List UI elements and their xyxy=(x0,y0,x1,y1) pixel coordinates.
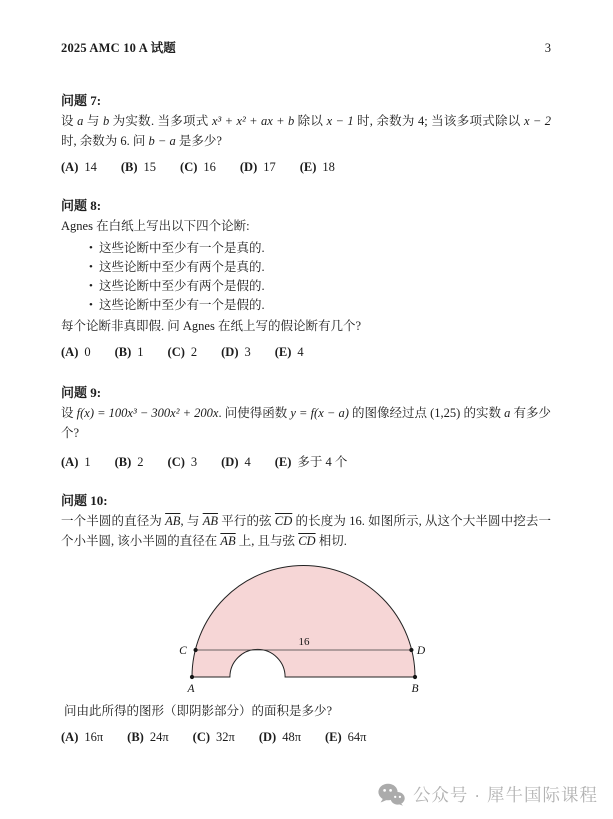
problem-10-choices xyxy=(61,730,551,745)
page-header xyxy=(61,38,551,56)
problem-8-intro: Agnes 在白纸上写出以下四个论断: xyxy=(61,219,250,233)
choice: (A) 0 xyxy=(61,345,91,359)
choice: (C) 3 xyxy=(167,455,198,469)
problem-9-body: 设 f(x) = 100x³ − 300x² + 200x. 问使得函数 y = f(x − a) 的图像经过点 (1,25) 的实数 a 有多少个? xyxy=(61,406,551,440)
watermark-text: 公众号 · 犀牛国际课程 xyxy=(412,785,598,805)
choice: (E) 4 xyxy=(274,345,304,359)
problem-7 xyxy=(61,92,551,175)
problem-8-choices xyxy=(61,345,551,360)
problem-10 xyxy=(61,492,551,745)
problem-7-body: 设 a 与 b 为实数. 当多项式 x³ + x² + ax + b 除以 x − 1 时, 余数为 4; 当该多项式除以 x − 2 时, 余数为 6. 问 b − a 是多少? xyxy=(61,114,551,148)
problem-9-label: 问题 9: xyxy=(61,385,102,400)
claim-item: • 这些论断中至少有两个是假的. xyxy=(89,277,551,296)
point-a-label: A xyxy=(187,683,195,695)
point-c-label: C xyxy=(179,645,187,657)
problem-10-figure xyxy=(169,557,431,697)
choice: (E) 64π xyxy=(325,730,367,744)
choice: (B) 24π xyxy=(127,730,169,744)
choice: (A) 16π xyxy=(61,730,104,744)
wechat-icon xyxy=(378,783,405,806)
choice: (C) 16 xyxy=(180,160,216,174)
choice: (D) 3 xyxy=(221,345,251,359)
shaded-region xyxy=(192,566,415,678)
point-d-dot xyxy=(409,648,413,652)
point-d-label: D xyxy=(416,645,426,657)
point-b-label: B xyxy=(411,683,419,695)
claim-item: • 这些论断中至少有两个是真的. xyxy=(89,258,551,277)
semicircle-figure xyxy=(169,557,431,697)
choice: (B) 1 xyxy=(114,345,144,359)
problem-8 xyxy=(61,197,551,360)
point-c-dot xyxy=(194,648,198,652)
point-b-dot xyxy=(413,675,417,679)
problem-7-label: 问题 7: xyxy=(61,93,102,108)
problem-8-label: 问题 8: xyxy=(61,198,102,213)
problem-10-question: 问由此所得的图形（即阴影部分）的面积是多少? xyxy=(64,704,333,718)
watermark xyxy=(378,782,598,807)
chord-length-label: 16 xyxy=(298,636,310,648)
choice: (E) 18 xyxy=(299,160,335,174)
point-a-dot xyxy=(190,675,194,679)
choice: (D) 48π xyxy=(258,730,301,744)
choice: (B) 2 xyxy=(114,455,144,469)
choice: (D) 4 xyxy=(221,455,251,469)
choice: (A) 1 xyxy=(61,455,91,469)
problem-8-claims-list xyxy=(61,239,551,315)
problem-9-choices xyxy=(61,452,551,470)
problem-10-body: 一个半圆的直径为 $\overline{AB}$, 与 $\overline{AB}$ 平行的弦 $\overline{CD}$ 的长度为 16. 如图所示, 从这个大半圆中挖去一个小半圆, 该小半圆的直径在 $\overline{AB}$ 上, 且与弦 $\overline{CD}$ 相切. xyxy=(61,514,551,548)
choice: (A) 14 xyxy=(61,160,97,174)
claim-item: • 这些论断中至少有一个是真的. xyxy=(89,239,551,258)
problem-10-label: 问题 10: xyxy=(61,493,108,508)
choice: (B) 15 xyxy=(120,160,157,174)
choice: (D) 17 xyxy=(239,160,276,174)
problem-7-choices xyxy=(61,160,551,175)
problem-8-outro: 每个论断非真即假. 问 Agnes 在纸上写的假论断有几个? xyxy=(61,318,361,333)
page-number: 3 xyxy=(544,41,551,55)
choice: (E) 多于 4 个 xyxy=(274,455,348,469)
choice: (C) 2 xyxy=(167,345,198,359)
document-title: 2025 AMC 10 A 试题 xyxy=(61,41,177,55)
claim-item: • 这些论断中至少有一个是假的. xyxy=(89,296,551,315)
choice: (C) 32π xyxy=(192,730,235,744)
problem-9 xyxy=(61,384,551,470)
